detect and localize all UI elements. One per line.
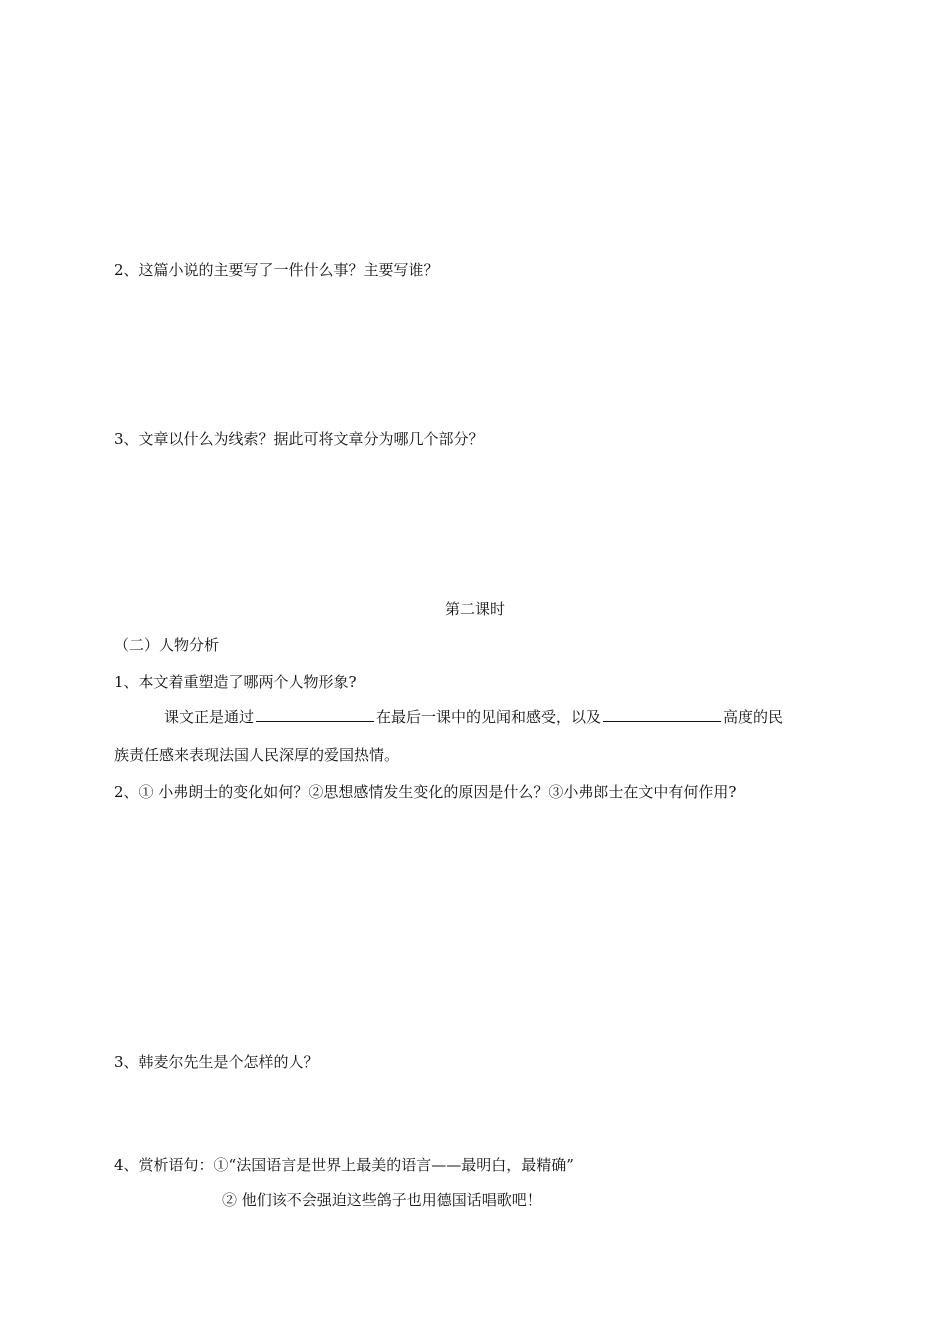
answer-blank-1[interactable] <box>256 707 374 722</box>
s2-question-4: 4、赏析语句：①“法国语言是世界上最美的语言——最明白，最精确” <box>114 1156 574 1174</box>
answer-blank-2[interactable] <box>603 707 721 722</box>
fill-text-1: 课文正是通过 <box>164 708 255 726</box>
fill-in-continuation: 族责任感来表现法国人民深厚的爱国热情。 <box>114 746 400 764</box>
s2-question-3: 3、韩麦尔先生是个怎样的人？ <box>114 1053 319 1071</box>
section-subtitle: （二）人物分析 <box>114 636 220 654</box>
question-2: 2、这篇小说的主要写了一件什么事？主要写谁？ <box>114 261 439 279</box>
fill-text-3: 高度的民 <box>723 708 784 726</box>
s2-question-4-sub: ② 他们该不会强迫这些鸽子也用德国话唱歌吧！ <box>222 1191 542 1209</box>
fill-text-2: 在最后一课中的见闻和感受，以及 <box>376 708 602 726</box>
s2-question-2: 2、① 小弗朗士的变化如何？②思想感情发生变化的原因是什么？③小弗郎士在文中有何作用? <box>114 783 737 801</box>
s2-question-1: 1、本文着重塑造了哪两个人物形象? <box>114 673 357 691</box>
fill-in-sentence <box>164 707 783 727</box>
section-title: 第二课时 <box>444 600 505 618</box>
question-3: 3、文章以什么为线索？据此可将文章分为哪几个部分？ <box>114 430 484 448</box>
